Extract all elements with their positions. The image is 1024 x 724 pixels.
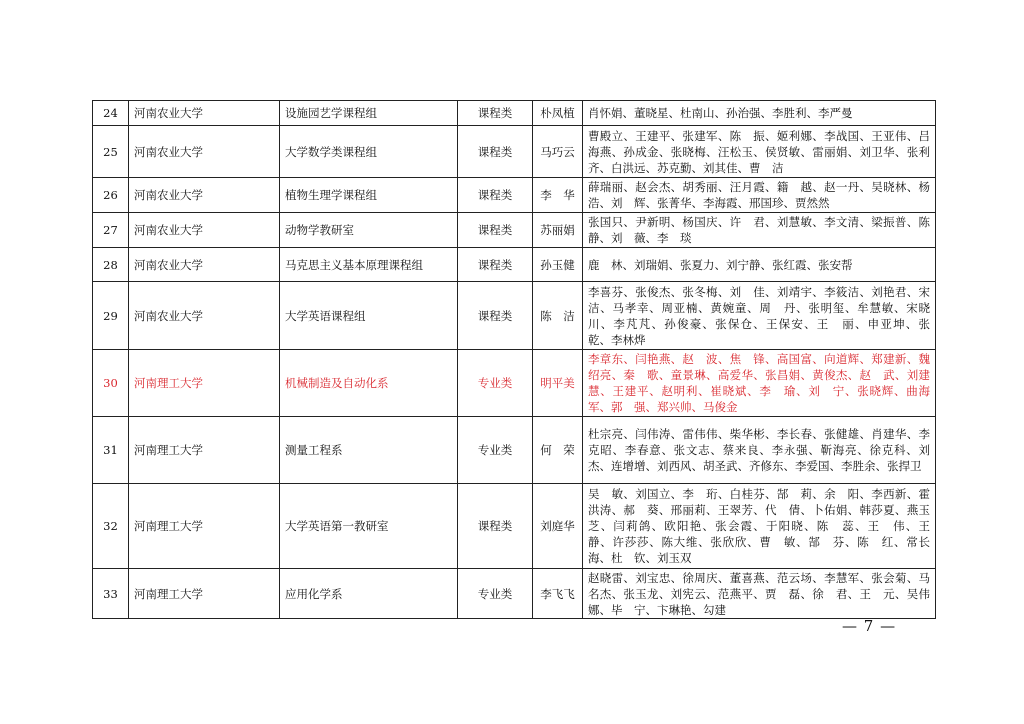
- table-row: [93, 569, 936, 619]
- team-category: 课程类: [458, 213, 533, 248]
- school-name: 河南理工大学: [129, 484, 280, 569]
- table-row: [93, 213, 936, 248]
- team-name: 大学英语课程组: [280, 282, 458, 350]
- row-number: 29: [93, 282, 129, 350]
- team-members: 鹿 林、刘瑞娟、张夏力、刘宁静、张红霞、张安帮: [583, 248, 936, 282]
- row-number: 30: [93, 350, 129, 417]
- team-members: 李章东、闫艳燕、赵 波、焦 锋、高国富、向道辉、郑建新、魏绍亮、秦 歌、童景琳、高爱华、张昌娟、黄俊杰、赵 武、刘建慧、王建平、赵明利、崔晓斌、李 瑜、刘 宁、张晓辉、曲海军、郭 强、郑兴帅、马俊金: [583, 350, 936, 417]
- team-leader: 明平美: [533, 350, 583, 417]
- award-table: [92, 100, 942, 619]
- team-leader: 陈 洁: [533, 282, 583, 350]
- school-name: 河南农业大学: [129, 101, 280, 126]
- team-category: 专业类: [458, 350, 533, 417]
- table-row: [93, 248, 936, 282]
- row-number: 33: [93, 569, 129, 619]
- page-number: — 7 —: [842, 617, 897, 635]
- team-members: 赵晓雷、刘宝忠、徐周庆、董喜燕、范云场、李慧军、张会菊、马名杰、张玉龙、刘宪云、范燕平、贾 磊、徐 君、王 元、吴伟娜、毕 宁、卞琳艳、勾建: [583, 569, 936, 619]
- team-name: 测量工程系: [280, 417, 458, 484]
- table-row: [93, 282, 936, 350]
- team-members: 薛瑞丽、赵会杰、胡秀丽、汪月霞、籍 越、赵一丹、吴晓林、杨 浩、刘 辉、张菁华、李海霞、邢国珍、贾然然: [583, 178, 936, 213]
- table-row: [93, 484, 936, 569]
- team-name: 大学英语第一教研室: [280, 484, 458, 569]
- row-number: 25: [93, 126, 129, 178]
- team-name: 动物学教研室: [280, 213, 458, 248]
- team-leader: 何 荣: [533, 417, 583, 484]
- team-members: 李喜芬、张俊杰、张冬梅、刘 佳、刘靖宇、李筱洁、刘艳君、宋 洁、马孝幸、周亚楠、黄婉童、周 丹、张明玺、牟慧敏、宋晓川、李芃芃、孙俊豪、张保仓、王保安、王 丽、申亚坤、张 乾、李林烨: [583, 282, 936, 350]
- team-category: 课程类: [458, 282, 533, 350]
- table-row: [93, 178, 936, 213]
- school-name: 河南农业大学: [129, 282, 280, 350]
- team-leader: 李 华: [533, 178, 583, 213]
- team-name: 应用化学系: [280, 569, 458, 619]
- table-row: [93, 126, 936, 178]
- team-name: 植物生理学课程组: [280, 178, 458, 213]
- table-row: [93, 101, 936, 126]
- team-category: 课程类: [458, 101, 533, 126]
- team-members: 肖怀娟、董晓星、杜南山、孙治强、李胜利、李严曼: [583, 101, 936, 126]
- school-name: 河南理工大学: [129, 569, 280, 619]
- team-members: 吴 敏、刘国立、李 珩、白桂芬、郜 莉、余 阳、李西新、霍洪涛、郝 葵、邢丽莉、王翠芳、代 倩、卜佑娟、韩莎夏、燕玉芝、闫莉鸽、欧阳艳、张会霞、于阳晓、陈 蕊、王 伟、王 静、许莎莎、陈大维、张欣欣、曹 敏、郜 芬、陈 红、常长海、杜 钦、刘玉双: [583, 484, 936, 569]
- team-leader: 苏丽娟: [533, 213, 583, 248]
- table-row: [93, 417, 936, 484]
- team-members: 杜宗亮、闫伟涛、雷伟伟、柴华彬、李长春、张健雄、肖建华、李克昭、李春意、张文志、蔡来良、李永强、靳海亮、徐克科、刘 杰、连增增、刘西风、胡圣武、齐修东、李爱国、李胜余、张捍卫: [583, 417, 936, 484]
- school-name: 河南农业大学: [129, 126, 280, 178]
- team-name: 马克思主义基本原理课程组: [280, 248, 458, 282]
- team-members: 曹殿立、王建平、张建军、陈 振、姬利娜、李战国、王亚伟、吕海燕、孙成金、张晓梅、汪松玉、侯贤敏、雷丽娟、刘卫华、张利齐、白洪远、苏克勤、刘其佳、曹 洁: [583, 126, 936, 178]
- team-category: 课程类: [458, 248, 533, 282]
- row-number: 27: [93, 213, 129, 248]
- row-number: 31: [93, 417, 129, 484]
- team-leader: 孙玉健: [533, 248, 583, 282]
- school-name: 河南农业大学: [129, 213, 280, 248]
- row-number: 32: [93, 484, 129, 569]
- table-row-highlighted: [93, 350, 936, 417]
- school-name: 河南理工大学: [129, 350, 280, 417]
- row-number: 28: [93, 248, 129, 282]
- team-leader: 刘庭华: [533, 484, 583, 569]
- team-category: 课程类: [458, 484, 533, 569]
- team-category: 课程类: [458, 126, 533, 178]
- school-name: 河南农业大学: [129, 248, 280, 282]
- team-name: 设施园艺学课程组: [280, 101, 458, 126]
- row-number: 24: [93, 101, 129, 126]
- team-category: 专业类: [458, 417, 533, 484]
- team-category: 课程类: [458, 178, 533, 213]
- school-name: 河南理工大学: [129, 417, 280, 484]
- team-leader: 李飞飞: [533, 569, 583, 619]
- team-name: 大学数学类课程组: [280, 126, 458, 178]
- team-members: 张国只、尹新明、杨国庆、许 君、刘慧敏、李文清、梁振普、陈 静、刘 薇、李 琰: [583, 213, 936, 248]
- team-name: 机械制造及自动化系: [280, 350, 458, 417]
- school-name: 河南农业大学: [129, 178, 280, 213]
- team-category: 专业类: [458, 569, 533, 619]
- team-leader: 朴凤植: [533, 101, 583, 126]
- row-number: 26: [93, 178, 129, 213]
- team-leader: 马巧云: [533, 126, 583, 178]
